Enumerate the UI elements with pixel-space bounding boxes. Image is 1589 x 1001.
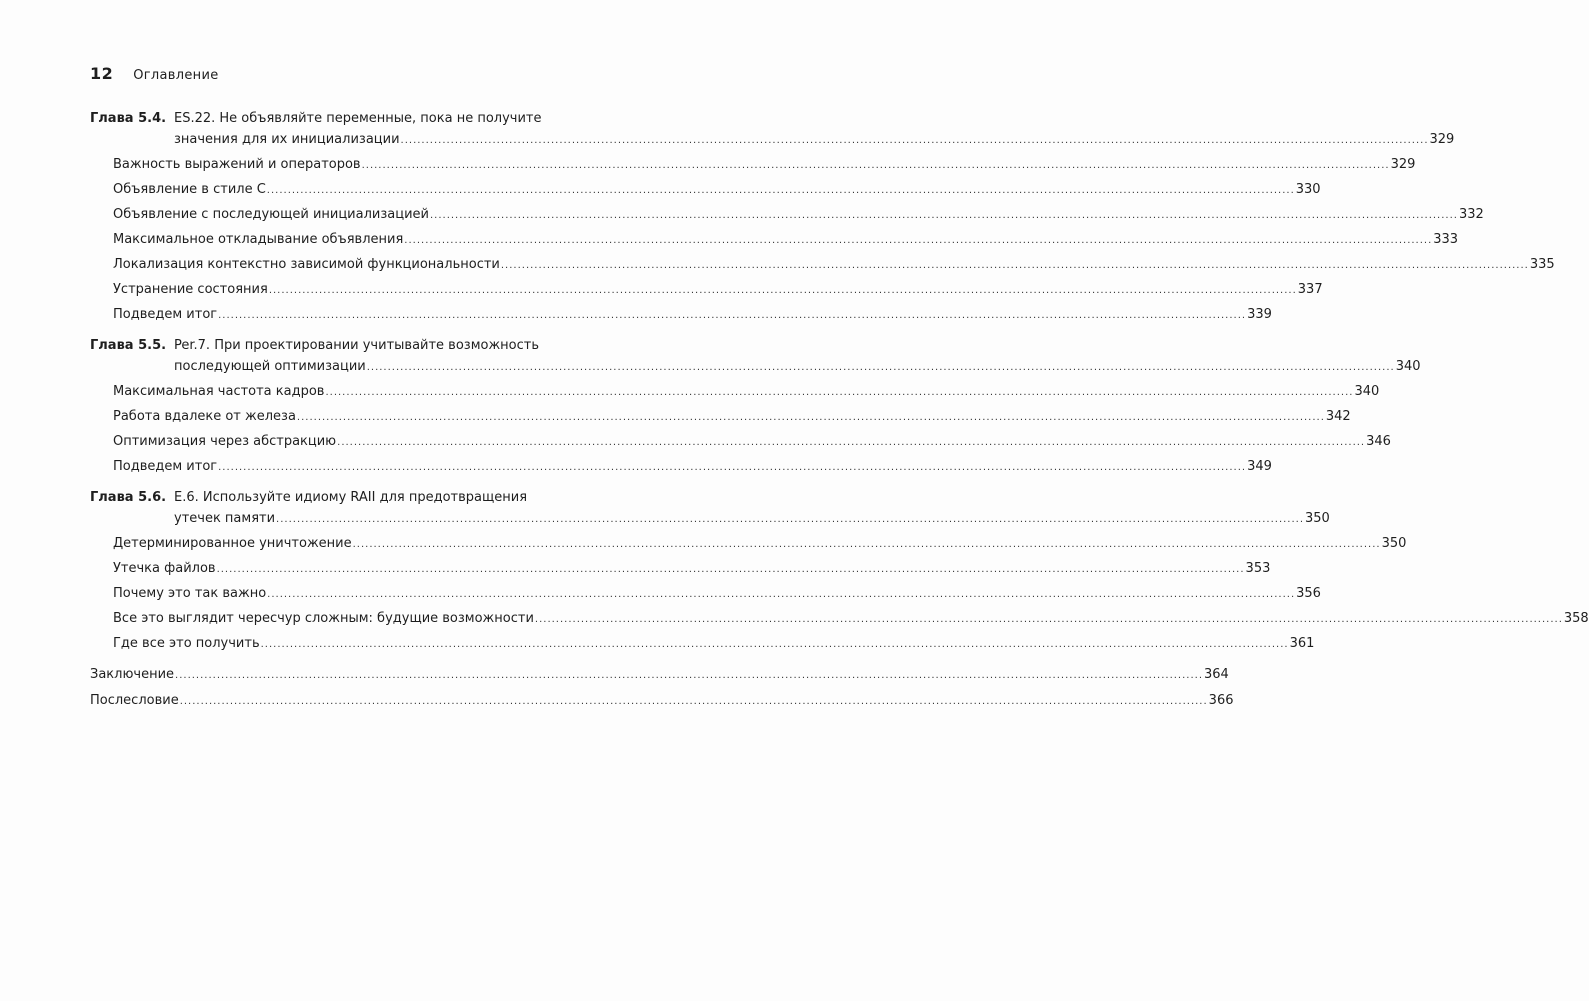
dot-leader	[337, 432, 1365, 453]
dot-leader	[269, 280, 1297, 301]
chapter-heading[interactable]	[90, 108, 1455, 151]
chapter-heading[interactable]	[90, 487, 1330, 530]
dot-leader	[535, 609, 1563, 630]
entry-page-number: 342	[1325, 409, 1351, 424]
entry-title: Максимальное откладывание объявления	[113, 232, 404, 247]
entry-page-number: 330	[1295, 182, 1321, 197]
toc-chapter-5-4	[90, 108, 1555, 326]
chapter-label: Глава 5.5.	[90, 338, 167, 353]
section-list	[90, 154, 1555, 326]
entry-title: Послесловие	[90, 693, 179, 708]
running-head	[90, 64, 219, 83]
entry-page-number: 332	[1458, 207, 1484, 222]
entry-title: Почему это так важно	[113, 586, 267, 601]
chapter-title	[174, 108, 1454, 151]
entry-title: Объявление с последующей инициализацией	[113, 207, 429, 222]
chapter-label: Глава 5.6.	[90, 490, 167, 505]
toc-entry[interactable]	[90, 608, 1589, 630]
toc-entry[interactable]	[90, 179, 1321, 201]
entry-page-number: 366	[1208, 693, 1234, 708]
dot-leader	[367, 357, 1395, 378]
chapter-title-line2	[174, 508, 1330, 530]
toc-entry[interactable]	[90, 381, 1380, 403]
dot-leader	[261, 634, 1289, 655]
entry-title: Устранение состояния	[113, 282, 268, 297]
entry-page-number: 340	[1354, 384, 1380, 399]
chapter-page-number: 350	[1305, 511, 1330, 526]
section-list	[90, 533, 1589, 655]
entry-page-number: 346	[1366, 434, 1391, 449]
entry-title: Подведем итог	[113, 307, 218, 322]
entry-title: Объявление в стиле C	[113, 182, 266, 197]
entry-title: Утечка файлов	[113, 561, 216, 576]
toc-entry[interactable]	[90, 633, 1315, 655]
toc-entry[interactable]	[90, 431, 1391, 453]
entry-title: Детерминированное уничтожение	[113, 536, 352, 551]
chapter-title-line2	[174, 129, 1454, 151]
dot-leader	[267, 180, 1295, 201]
dot-leader	[218, 305, 1246, 326]
dot-leader	[297, 407, 1325, 428]
toc-entry[interactable]	[90, 154, 1416, 176]
chapter-title-text: утечек памяти	[174, 511, 276, 526]
table-of-contents	[90, 108, 1589, 716]
dot-leader	[217, 559, 1245, 580]
back-matter	[90, 664, 1234, 712]
dot-leader	[267, 584, 1295, 605]
chapter-title-line1: ES.22. Не объявляйте переменные, пока не получите	[174, 111, 542, 126]
dot-leader	[501, 255, 1529, 276]
toc-entry[interactable]	[90, 229, 1459, 251]
chapter-page-number: 329	[1429, 132, 1455, 147]
toc-entry-afterword[interactable]	[90, 690, 1234, 712]
chapter-title-line1: Per.7. При проектировании учитывайте возможность	[174, 338, 540, 353]
chapter-title-text: значения для их инициализации	[174, 132, 400, 147]
dot-leader	[175, 665, 1203, 686]
toc-entry[interactable]	[90, 279, 1323, 301]
chapter-heading[interactable]	[90, 335, 1421, 378]
dot-leader	[362, 155, 1390, 176]
entry-title: Подведем итог	[113, 459, 218, 474]
running-title: Оглавление	[133, 68, 219, 83]
entry-title: Локализация контекстно зависимой функциональности	[113, 257, 500, 272]
toc-entry[interactable]	[90, 533, 1407, 555]
entry-title: Все это выглядит чересчур сложным: будущие возможности	[113, 611, 534, 626]
dot-leader	[404, 230, 1432, 251]
entry-page-number: 361	[1289, 636, 1315, 651]
toc-chapter-5-6	[90, 487, 1589, 655]
entry-page-number: 353	[1245, 561, 1271, 576]
entry-title: Где все это получить	[113, 636, 260, 651]
chapter-title-line2	[174, 356, 1421, 378]
chapter-label: Глава 5.4.	[90, 111, 167, 126]
entry-page-number: 337	[1297, 282, 1323, 297]
dot-leader	[218, 457, 1246, 478]
chapter-title-text: последующей оптимизации	[174, 359, 366, 374]
chapter-title	[174, 335, 1421, 378]
entry-title: Заключение	[90, 667, 175, 682]
toc-entry[interactable]	[90, 204, 1484, 226]
toc-entry[interactable]	[90, 406, 1351, 428]
entry-title: Оптимизация через абстракцию	[113, 434, 337, 449]
toc-entry[interactable]	[90, 583, 1321, 605]
toc-entry[interactable]	[90, 456, 1272, 478]
toc-entry-conclusion[interactable]	[90, 664, 1229, 686]
toc-entry[interactable]	[90, 254, 1555, 276]
entry-page-number: 356	[1296, 586, 1321, 601]
entry-page-number: 339	[1247, 307, 1272, 322]
page-number: 12	[90, 64, 114, 83]
toc-entry[interactable]	[90, 304, 1272, 326]
section-list	[90, 381, 1391, 478]
chapter-page-number: 340	[1395, 359, 1421, 374]
entry-page-number: 349	[1247, 459, 1272, 474]
dot-leader	[401, 130, 1429, 151]
chapter-title-line1: E.6. Используйте идиому RAII для предотвращения	[174, 490, 528, 505]
entry-title: Работа вдалеке от железа	[113, 409, 296, 424]
entry-title: Важность выражений и операторов	[113, 157, 361, 172]
dot-leader	[180, 691, 1208, 712]
dot-leader	[276, 509, 1304, 530]
dot-leader	[353, 534, 1381, 555]
entry-title: Максимальная частота кадров	[113, 384, 325, 399]
entry-page-number: 364	[1204, 667, 1229, 682]
dot-leader	[325, 382, 1353, 403]
entry-page-number: 350	[1381, 536, 1407, 551]
entry-page-number: 335	[1529, 257, 1555, 272]
entry-page-number: 333	[1433, 232, 1459, 247]
entry-page-number: 329	[1390, 157, 1416, 172]
entry-page-number: 358	[1563, 611, 1589, 626]
dot-leader	[430, 205, 1458, 226]
toc-entry[interactable]	[90, 558, 1271, 580]
toc-chapter-5-5	[90, 335, 1421, 478]
chapter-title	[174, 487, 1330, 530]
